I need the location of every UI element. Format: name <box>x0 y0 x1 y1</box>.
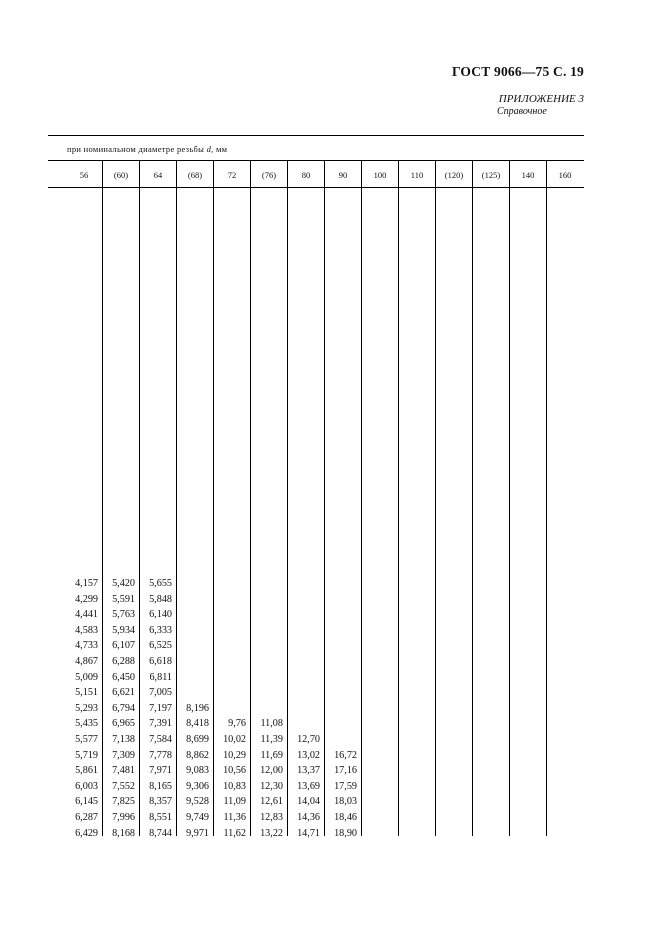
table-cell: 7,481 <box>112 765 135 777</box>
table-cell: 13,69 <box>297 780 320 792</box>
table-cell: 18,03 <box>334 796 357 808</box>
header-top-rule <box>48 160 584 161</box>
table-cell: 10,02 <box>223 734 246 745</box>
table-cell: 6,450 <box>112 671 135 683</box>
table-cell: 11,08 <box>260 718 283 730</box>
caption-variable: d <box>206 144 212 154</box>
column-header: 56 <box>79 170 89 180</box>
table-cell: 8,418 <box>186 718 209 730</box>
appendix-label: ПРИЛОЖЕНИЕ 3 <box>498 93 584 105</box>
table-cell: 13,02 <box>297 749 320 761</box>
table-cell: 8,699 <box>186 734 209 745</box>
table-cell: 7,971 <box>149 765 172 777</box>
caption-prefix: при номинальном диаметре резьбы <box>67 144 207 154</box>
column-header: 72 <box>227 170 237 180</box>
table-cell: 6,621 <box>112 687 135 699</box>
table-caption <box>67 144 227 154</box>
table-cell: 6,140 <box>149 609 172 621</box>
table-cell: 7,996 <box>112 812 135 823</box>
table-cell: 5,293 <box>75 702 98 714</box>
table-cell: 6,003 <box>75 780 98 792</box>
table-cell: 7,138 <box>112 734 135 745</box>
column-divider <box>509 160 510 836</box>
table-cell: 5,848 <box>149 593 172 605</box>
table-cell: 6,333 <box>149 624 172 636</box>
table-cell: 14,71 <box>297 827 320 839</box>
column-header: 110 <box>410 170 424 180</box>
table-cell: 7,825 <box>112 796 135 808</box>
table-cell: 5,151 <box>75 687 98 699</box>
caption-suffix: , мм <box>211 144 228 154</box>
column-header: 100 <box>373 170 387 180</box>
column-header: (120) <box>444 170 464 180</box>
table-cell: 4,441 <box>75 609 98 621</box>
table-cell: 5,591 <box>112 593 135 605</box>
column-divider <box>435 160 436 836</box>
table-cell: 18,90 <box>334 827 357 839</box>
table-cell: 8,168 <box>112 827 135 839</box>
column-header: (60) <box>113 170 129 180</box>
table-cell: 8,744 <box>149 827 172 839</box>
table-cell: 8,551 <box>149 812 172 823</box>
table-cell: 4,867 <box>75 656 98 667</box>
table-cell: 16,72 <box>334 749 357 761</box>
table-cell: 6,429 <box>75 827 98 839</box>
table-cell: 12,30 <box>260 780 283 792</box>
page-title: ГОСТ 9066—75 С. 19 <box>451 64 584 79</box>
table-cell: 5,655 <box>149 578 172 589</box>
table-cell: 8,165 <box>149 780 172 792</box>
table-cell: 13,22 <box>260 827 283 839</box>
table-cell: 11,36 <box>223 812 246 823</box>
table-cell: 8,862 <box>186 749 209 761</box>
table-cell: 6,794 <box>112 702 135 714</box>
table-cell: 7,552 <box>112 780 135 792</box>
table-cell: 9,528 <box>186 796 209 808</box>
table-cell: 4,157 <box>75 578 98 589</box>
table-cell: 9,971 <box>186 827 209 839</box>
table-cell: 6,811 <box>149 671 172 683</box>
table-cell: 11,69 <box>260 749 283 761</box>
table-cell: 9,083 <box>186 765 209 777</box>
table-cell: 5,861 <box>75 765 98 777</box>
table-cell: 6,107 <box>112 640 135 652</box>
header-bottom-rule <box>48 187 584 188</box>
table-cell: 8,357 <box>149 796 172 808</box>
table-cell: 18,46 <box>334 812 357 823</box>
table-cell: 9,306 <box>186 780 209 792</box>
table-cell: 5,719 <box>75 749 98 761</box>
table-cell: 6,618 <box>149 656 172 667</box>
table-cell: 7,778 <box>149 749 172 761</box>
appendix-reference-label: Справочное <box>497 106 547 117</box>
table-cell: 11,62 <box>223 827 246 839</box>
table-cell: 12,61 <box>260 796 283 808</box>
table-cell: 14,36 <box>297 812 320 823</box>
column-header: 160 <box>558 170 572 180</box>
column-divider <box>398 160 399 836</box>
table-cell: 6,288 <box>112 656 135 667</box>
table-cell: 7,391 <box>149 718 172 730</box>
column-divider <box>546 160 547 836</box>
table-cell: 17,59 <box>334 780 357 792</box>
table-cell: 6,145 <box>75 796 98 808</box>
table-cell: 10,83 <box>223 780 246 792</box>
column-header: 140 <box>521 170 535 180</box>
table-cell: 12,70 <box>297 734 320 745</box>
table-cell: 10,56 <box>223 765 246 777</box>
column-header: 80 <box>301 170 311 180</box>
column-divider <box>324 160 325 836</box>
table-cell: 5,763 <box>112 609 135 621</box>
table-cell: 11,09 <box>223 796 246 808</box>
table-top-rule <box>48 135 584 136</box>
table-cell: 6,287 <box>75 812 98 823</box>
column-header: 64 <box>153 170 163 180</box>
column-header: (76) <box>261 170 277 180</box>
table-cell: 5,009 <box>75 671 98 683</box>
table-cell: 6,525 <box>149 640 172 652</box>
table-cell: 9,749 <box>186 812 209 823</box>
column-header: (68) <box>187 170 203 180</box>
table-cell: 13,37 <box>297 765 320 777</box>
table-cell: 12,00 <box>260 765 283 777</box>
table-cell: 5,420 <box>112 578 135 589</box>
column-divider <box>361 160 362 836</box>
table-cell: 4,299 <box>75 593 98 605</box>
table-cell: 11,39 <box>260 734 283 745</box>
table-cell: 7,197 <box>149 702 172 714</box>
table-cell: 14,04 <box>297 796 320 808</box>
table-cell: 5,435 <box>75 718 98 730</box>
column-header: (125) <box>481 170 501 180</box>
table-cell: 7,584 <box>149 734 172 745</box>
table-cell: 10,29 <box>223 749 246 761</box>
table-cell: 5,934 <box>112 624 135 636</box>
table-cell: 5,577 <box>75 734 98 745</box>
table-cell: 8,196 <box>186 702 209 714</box>
table-cell: 4,583 <box>75 624 98 636</box>
column-divider <box>472 160 473 836</box>
table-cell: 7,005 <box>149 687 172 699</box>
table-cell: 7,309 <box>112 749 135 761</box>
table-cell: 9,76 <box>228 718 246 730</box>
table-cell: 6,965 <box>112 718 135 730</box>
table-cell: 12,83 <box>260 812 283 823</box>
column-header: 90 <box>338 170 348 180</box>
table-cell: 4,733 <box>75 640 98 652</box>
table-cell: 17,16 <box>334 765 357 777</box>
